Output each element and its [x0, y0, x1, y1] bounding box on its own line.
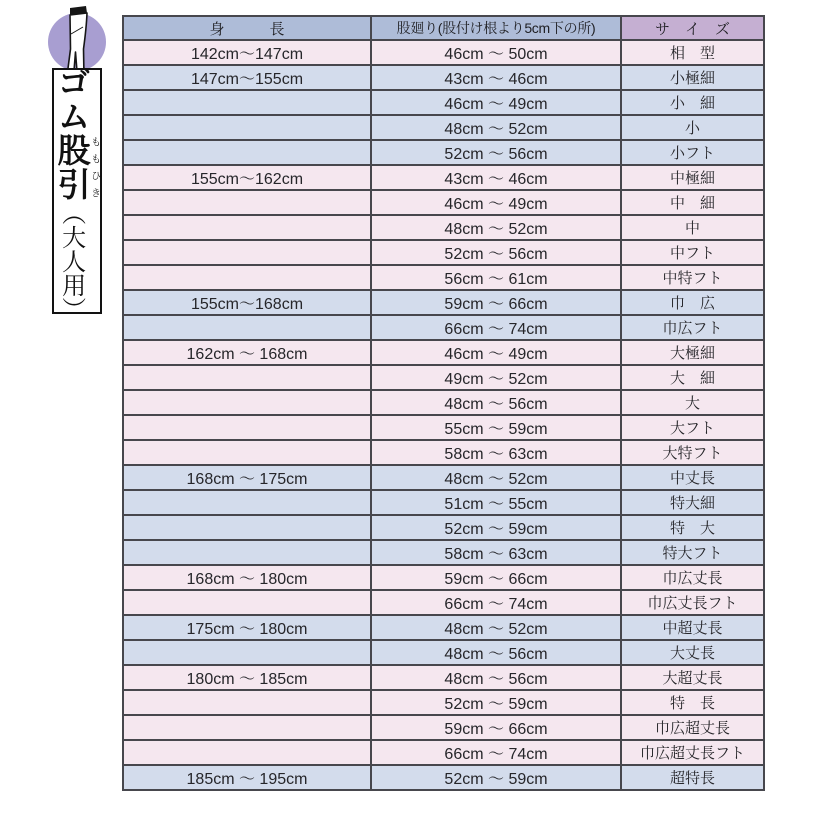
girth-cell: 48cm ～ 52cm	[371, 615, 621, 640]
table-row	[123, 140, 764, 165]
size-cell: 特 長	[621, 690, 764, 715]
girth-cell: 48cm ～ 52cm	[371, 115, 621, 140]
height-cell	[123, 365, 371, 390]
table-row	[123, 665, 764, 690]
girth-cell: 48cm ～ 52cm	[371, 465, 621, 490]
size-cell: 巾広超丈長フト	[621, 740, 764, 765]
size-cell: 小 細	[621, 90, 764, 115]
size-cell: 大極細	[621, 340, 764, 365]
size-cell: 中 細	[621, 190, 764, 215]
size-cell: 巾広フト	[621, 315, 764, 340]
girth-cell: 59cm ～ 66cm	[371, 290, 621, 315]
size-cell: 中特フト	[621, 265, 764, 290]
size-cell: 大丈長	[621, 640, 764, 665]
girth-cell: 59cm ～ 66cm	[371, 715, 621, 740]
table-row	[123, 65, 764, 90]
table-row	[123, 590, 764, 615]
header-girth: 股廻り(股付け根より5cm下の所)	[371, 16, 621, 40]
girth-cell: 46cm ～ 50cm	[371, 40, 621, 65]
height-cell	[123, 265, 371, 290]
product-title-box	[52, 65, 102, 321]
height-cell	[123, 390, 371, 415]
size-cell: 特 大	[621, 515, 764, 540]
girth-cell: 59cm ～ 66cm	[371, 565, 621, 590]
size-cell: 中極細	[621, 165, 764, 190]
table-row	[123, 90, 764, 115]
girth-cell: 48cm ～ 56cm	[371, 640, 621, 665]
girth-cell: 48cm ～ 52cm	[371, 215, 621, 240]
header-size: サ イ ズ	[621, 16, 764, 40]
girth-cell: 48cm ～ 56cm	[371, 665, 621, 690]
table-row	[123, 190, 764, 215]
height-cell	[123, 690, 371, 715]
girth-cell: 46cm ～ 49cm	[371, 190, 621, 215]
product-title	[55, 65, 99, 321]
product-title-main: ゴム股引ももひき	[53, 65, 100, 201]
girth-cell: 51cm ～ 55cm	[371, 490, 621, 515]
height-cell	[123, 490, 371, 515]
table-row	[123, 540, 764, 565]
table-header-row	[123, 16, 764, 40]
height-cell: 168cm ～ 180cm	[123, 565, 371, 590]
size-cell: 巾 広	[621, 290, 764, 315]
table-row	[123, 290, 764, 315]
size-cell: 大	[621, 390, 764, 415]
size-cell: 特大フト	[621, 540, 764, 565]
height-cell	[123, 440, 371, 465]
table-row	[123, 40, 764, 65]
table-row	[123, 690, 764, 715]
height-cell: 147cm～155cm	[123, 65, 371, 90]
height-cell: 168cm ～ 175cm	[123, 465, 371, 490]
table-row	[123, 490, 764, 515]
girth-cell: 58cm ～ 63cm	[371, 440, 621, 465]
table-row	[123, 165, 764, 190]
table-row	[123, 215, 764, 240]
height-cell	[123, 715, 371, 740]
table-row	[123, 315, 764, 340]
height-cell	[123, 115, 371, 140]
table-row	[123, 740, 764, 765]
table-row	[123, 640, 764, 665]
height-cell: 142cm～147cm	[123, 40, 371, 65]
height-cell	[123, 640, 371, 665]
table-row	[123, 240, 764, 265]
girth-cell: 52cm ～ 59cm	[371, 515, 621, 540]
table-row	[123, 515, 764, 540]
size-cell: 小	[621, 115, 764, 140]
girth-cell: 46cm ～ 49cm	[371, 90, 621, 115]
height-cell	[123, 740, 371, 765]
table-row	[123, 715, 764, 740]
girth-cell: 52cm ～ 56cm	[371, 240, 621, 265]
table-row	[123, 365, 764, 390]
girth-cell: 58cm ～ 63cm	[371, 540, 621, 565]
height-cell: 162cm ～ 168cm	[123, 340, 371, 365]
girth-cell: 56cm ～ 61cm	[371, 265, 621, 290]
table-row	[123, 415, 764, 440]
height-cell	[123, 515, 371, 540]
size-cell: 大フト	[621, 415, 764, 440]
table-row	[123, 115, 764, 140]
girth-cell: 52cm ～ 59cm	[371, 690, 621, 715]
height-cell	[123, 240, 371, 265]
girth-cell: 48cm ～ 56cm	[371, 390, 621, 415]
size-cell: 中	[621, 215, 764, 240]
size-cell: 大超丈長	[621, 665, 764, 690]
table-row	[123, 765, 764, 790]
girth-cell: 46cm ～ 49cm	[371, 340, 621, 365]
girth-cell: 49cm ～ 52cm	[371, 365, 621, 390]
girth-cell: 43cm ～ 46cm	[371, 65, 621, 90]
size-cell: 巾広丈長フト	[621, 590, 764, 615]
height-cell: 180cm ～ 185cm	[123, 665, 371, 690]
girth-cell: 55cm ～ 59cm	[371, 415, 621, 440]
furigana: ももひき	[88, 133, 100, 201]
girth-cell: 43cm ～ 46cm	[371, 165, 621, 190]
table-row	[123, 465, 764, 490]
height-cell	[123, 90, 371, 115]
height-cell	[123, 140, 371, 165]
table-row	[123, 340, 764, 365]
size-cell: 相 型	[621, 40, 764, 65]
product-title-sub: （大人用）	[57, 201, 86, 321]
height-cell	[123, 215, 371, 240]
table-row	[123, 265, 764, 290]
size-cell: 小極細	[621, 65, 764, 90]
size-cell: 大特フト	[621, 440, 764, 465]
height-cell	[123, 315, 371, 340]
size-cell: 巾広超丈長	[621, 715, 764, 740]
height-cell: 185cm ～ 195cm	[123, 765, 371, 790]
girth-cell: 52cm ～ 56cm	[371, 140, 621, 165]
size-cell: 巾広丈長	[621, 565, 764, 590]
size-cell: 特大細	[621, 490, 764, 515]
size-cell: 小フト	[621, 140, 764, 165]
table-row	[123, 615, 764, 640]
height-cell	[123, 415, 371, 440]
girth-cell: 66cm ～ 74cm	[371, 740, 621, 765]
girth-cell: 66cm ～ 74cm	[371, 590, 621, 615]
height-cell: 175cm ～ 180cm	[123, 615, 371, 640]
height-cell: 155cm～168cm	[123, 290, 371, 315]
height-cell: 155cm～162cm	[123, 165, 371, 190]
size-cell: 超特長	[621, 765, 764, 790]
girth-cell: 52cm ～ 59cm	[371, 765, 621, 790]
table-row	[123, 440, 764, 465]
height-cell	[123, 540, 371, 565]
height-cell	[123, 190, 371, 215]
size-cell: 中フト	[621, 240, 764, 265]
size-table	[122, 15, 765, 791]
header-height: 身 長	[123, 16, 371, 40]
table-row	[123, 390, 764, 415]
table-row	[123, 565, 764, 590]
girth-cell: 66cm ～ 74cm	[371, 315, 621, 340]
height-cell	[123, 590, 371, 615]
size-cell: 中超丈長	[621, 615, 764, 640]
size-cell: 中丈長	[621, 465, 764, 490]
size-cell: 大 細	[621, 365, 764, 390]
